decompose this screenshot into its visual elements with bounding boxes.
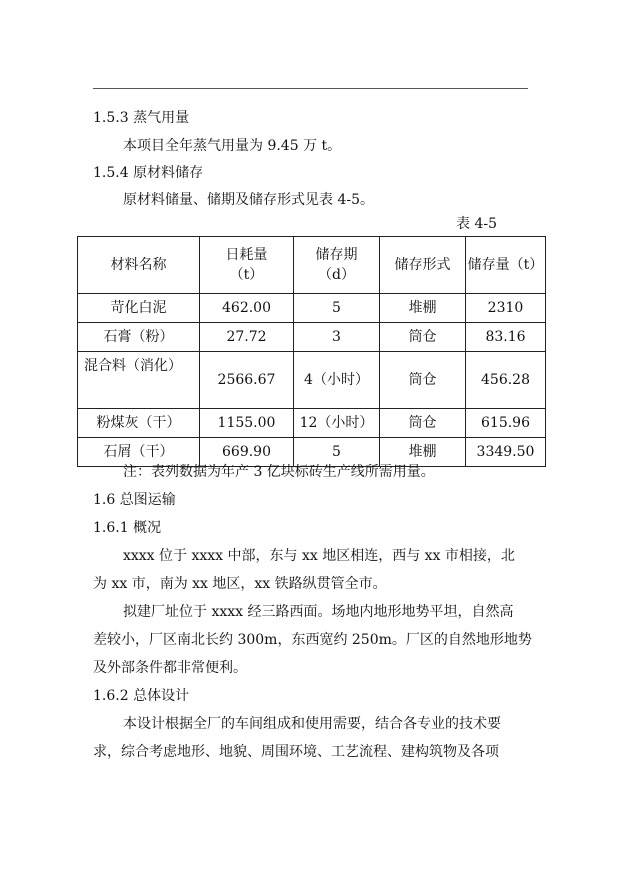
cell-form: 筒仓 [380, 323, 466, 352]
heading-1-5-4: 1.5.4 原材料储存 [93, 165, 204, 181]
cell-daily: 669.90 [200, 438, 294, 467]
cell-daily: 2566.67 [200, 352, 294, 409]
cell-period: 12（小时） [294, 409, 380, 438]
cell-period: 4（小时） [294, 352, 380, 409]
cell-period: 5 [294, 438, 380, 467]
cell-daily: 27.72 [200, 323, 294, 352]
cell-period: 5 [294, 294, 380, 323]
cell-name: 粉煤灰（干） [78, 409, 200, 438]
heading-1-6-1: 1.6.1 概况 [93, 520, 162, 536]
cell-amount: 83.16 [466, 323, 546, 352]
table-note: 注：表列数据为年产 3 亿块标砖生产线所需用量。 [123, 464, 435, 480]
table-caption: 表 4-5 [456, 216, 497, 232]
col-header-daily-label: 日耗量 [225, 247, 268, 263]
paragraph-overview-2-line-1: 拟建厂址位于 xxxx 经三路西面。场地内地形地势平坦，自然高 [123, 604, 514, 620]
cell-amount: 456.28 [466, 352, 546, 409]
col-header-name: 材料名称 [78, 237, 200, 294]
paragraph-overview-2-line-3: 及外部条件都非常便利。 [93, 660, 247, 676]
heading-1-6-2: 1.6.2 总体设计 [93, 688, 190, 704]
cell-name: 石屑（干） [78, 438, 200, 467]
cell-daily: 1155.00 [200, 409, 294, 438]
paragraph-storage-intro: 原材料储量、储期及储存形式见表 4-5。 [123, 192, 374, 208]
col-header-daily [200, 237, 294, 294]
paragraph-design-line-2: 求，综合考虑地形、地貌、周围环境、工艺流程、建构筑物及各项 [93, 744, 499, 760]
cell-name: 苛化白泥 [78, 294, 200, 323]
cell-form: 堆棚 [380, 438, 466, 467]
cell-form: 堆棚 [380, 294, 466, 323]
paragraph-steam-usage: 本项目全年蒸气用量为 9.45 万 t。 [123, 138, 342, 154]
header-rule [93, 88, 528, 89]
cell-name: 混合料（消化） [78, 352, 200, 409]
paragraph-design-line-1: 本设计根据全厂的车间组成和使用需要，结合各专业的技术要 [123, 716, 501, 732]
col-header-form: 储存形式 [380, 237, 466, 294]
paragraph-overview-1-line-2: 为 xx 市，南为 xx 地区，xx 铁路纵贯管全市。 [93, 576, 387, 592]
table-row [78, 323, 546, 352]
paragraph-overview-1-line-1: xxxx 位于 xxxx 中部，东与 xx 地区相连，西与 xx 市相接，北 [123, 548, 515, 564]
heading-1-6: 1.6 总图运输 [93, 492, 176, 508]
col-header-period-label: 储存期 [315, 247, 358, 263]
cell-amount: 615.96 [466, 409, 546, 438]
cell-daily: 462.00 [200, 294, 294, 323]
cell-amount: 3349.50 [466, 438, 546, 467]
cell-form: 筒仓 [380, 409, 466, 438]
table-header-row [78, 237, 546, 294]
table-row [78, 409, 546, 438]
cell-period: 3 [294, 323, 380, 352]
storage-table [77, 236, 546, 467]
col-header-daily-unit: （t） [229, 267, 264, 283]
cell-name: 石膏（粉） [78, 323, 200, 352]
table-row [78, 294, 546, 323]
col-header-period-unit: （d） [318, 267, 355, 283]
col-header-period [294, 237, 380, 294]
paragraph-overview-2-line-2: 差较小，厂区南北长约 300m，东西宽约 250m。厂区的自然地形地势 [93, 632, 532, 648]
cell-amount: 2310 [466, 294, 546, 323]
cell-form: 筒仓 [380, 352, 466, 409]
table-row [78, 352, 546, 409]
col-header-amount: 储存量（t） [466, 237, 546, 294]
heading-1-5-3: 1.5.3 蒸气用量 [93, 110, 190, 126]
